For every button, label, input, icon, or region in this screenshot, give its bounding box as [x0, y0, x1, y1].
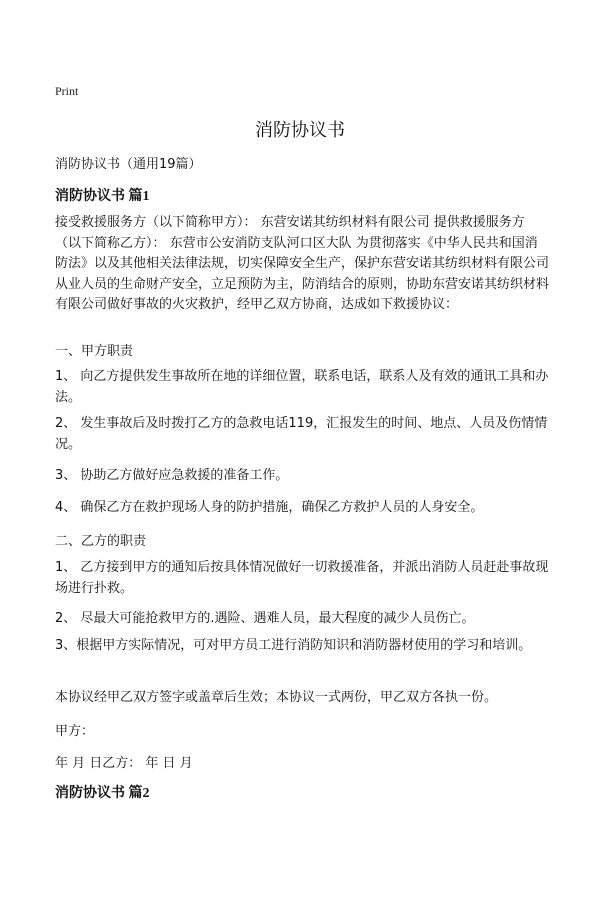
part1-intro-paragraph: 接受救援服务方（以下简称甲方）： 东营安诺其纺织材料有限公司 提供救援服务方（以下简称乙方）： 东营市公安消防支队河口区大队 为贯彻落实《中华人民共和国消防法》以及其他相关法律法规，切实保障安全生产，保护东营安诺其纺织材料有限公司从业人员的生命财产安全，立足预防为主，防消结合的原则，协助东营安诺其纺织材料有限公司做好事故的火灾救护，经甲乙双方协商，达成如下救援协议：	[55, 215, 550, 312]
document-title: 消防协议书	[255, 120, 345, 141]
section-b-item-3: 3、根据甲方实际情况，可对甲方员工进行消防知识和消防器材使用的学习和培训。	[55, 638, 532, 653]
section-b-heading: 二、乙方的职责	[55, 534, 147, 549]
party-a-signature-line: 甲方：	[55, 724, 95, 739]
section-a-heading: 一、甲方职责	[55, 344, 134, 359]
section-b-item-2: 2、 尽最大可能抢救甲方的.遇险、遇难人员，最大程度的减少人员伤亡。	[55, 611, 475, 626]
part1-heading: 消防协议书 篇1	[55, 189, 150, 204]
part2-heading: 消防协议书 篇2	[55, 786, 150, 801]
section-a-item-2: 2、 发生事故后及时拨打乙方的急救电话119，汇报发生的时间、地点、人员及伤情情况。	[55, 416, 548, 452]
section-a-item-4: 4、 确保乙方在救护现场人身的防护措施，确保乙方救护人员的人身安全。	[55, 500, 484, 515]
section-b-item-1: 1、 乙方接到甲方的通知后按具体情况做好一切救援准备，并派出消防人员赶赴事故现场进行扑救。	[55, 560, 549, 596]
section-a-item-3: 3、 协助乙方做好应急救援的准备工作。	[55, 468, 289, 483]
date-signature-line: 年 月 日乙方： 年 日 月	[55, 756, 193, 771]
section-a-item-1: 1、 向乙方提供发生事故所在地的详细位置，联系电话，联系人及有效的通讯工具和办法。	[55, 369, 549, 405]
document-subtitle: 消防协议书（通用19篇）	[55, 157, 202, 172]
print-link[interactable]: Print	[55, 84, 79, 98]
agreement-effect-clause: 本协议经甲乙双方签字或盖章后生效；本协议一式两份，甲乙双方各执一份。	[55, 690, 498, 705]
